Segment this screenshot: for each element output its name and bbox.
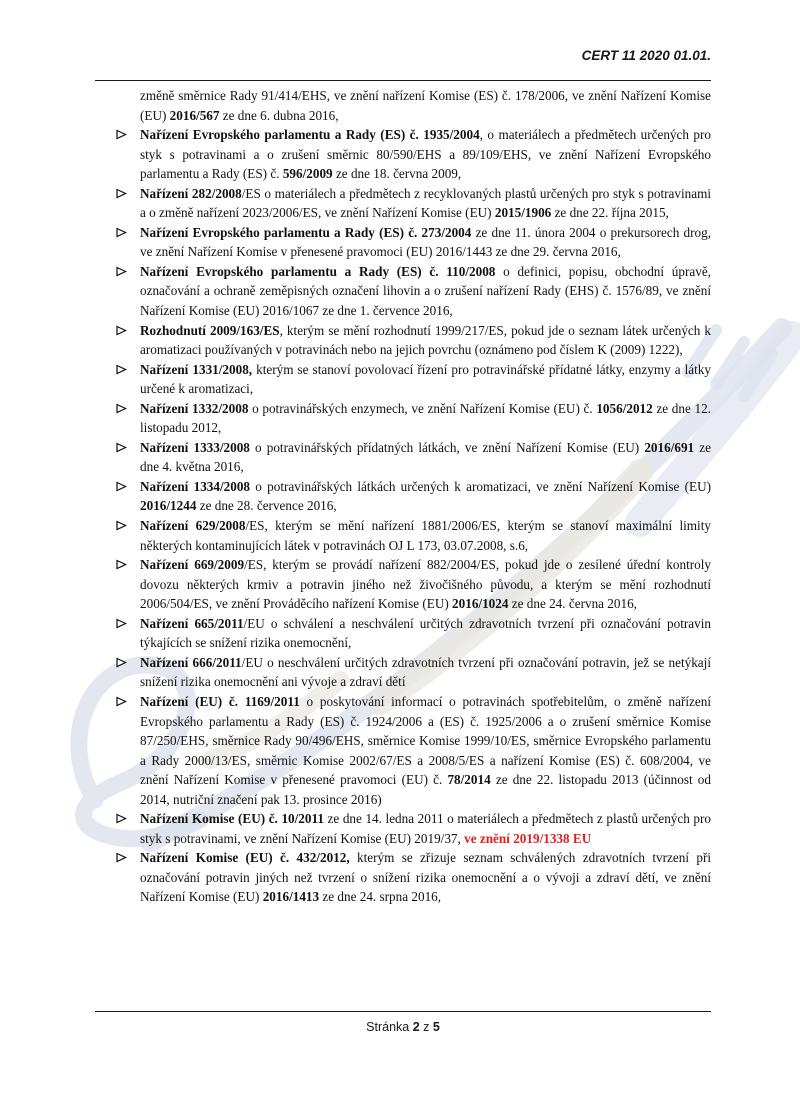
text-segment: 2016/691: [644, 439, 695, 455]
text-segment: Nařízení Komise (EU) č. 432/2012,: [140, 850, 350, 866]
text-segment: o potravinářských látkách určených k aromatizaci, ve znění Nařízení Komise (EU): [250, 478, 711, 494]
list-item: [95, 653, 711, 692]
text-segment: Rozhodnutí 2009/163/ES: [140, 322, 280, 338]
list-item-text: [140, 694, 711, 807]
list-item: [95, 692, 711, 809]
arrowhead-right-icon: [116, 813, 127, 824]
text-segment: ze dne 24. srpna 2016,: [319, 889, 442, 905]
list-item: [95, 223, 711, 262]
text-segment: , kterým se mění rozhodnutí 1999/217/ES, pokud jde o seznam látek určených k aromatizaci používaných v potravinách nebo na jejich povrchu (oznámeno pod číslem K (2009) 1222),: [140, 322, 712, 358]
arrowhead-right-icon: [116, 266, 127, 277]
list-item: [95, 438, 711, 477]
text-segment: , o materiálech a předmětech určených pro styk s potravinami a o zrušení směrnic 80/590/EHS a 89/109/EHS, ve znění Nařízení Evropského parlamentu a Rady (ES) č.: [140, 127, 711, 182]
text-segment: Nařízení Komise (EU) č. 10/2011: [140, 811, 324, 827]
list-item-text: [140, 557, 711, 611]
footer-rule: [95, 1011, 711, 1012]
text-segment: Nařízení (EU) č. 1169/2011: [140, 693, 300, 709]
red-amendment-text: ve znění 2019/1338 EU: [464, 830, 592, 846]
text-segment: Stránka: [366, 1020, 413, 1034]
text-segment: změně směrnice Rady 91/414/EHS, ve znění nařízení Komise (ES) č. 178/2006, ve znění Nařízení Komise (EU): [140, 88, 711, 123]
text-segment: 596/2009: [282, 166, 333, 182]
list-item: [95, 555, 711, 614]
list-item: [95, 399, 711, 438]
text-segment: o potravinářských enzymech, ve znění Nařízení Komise (EU) č.: [248, 400, 597, 416]
page-number: [95, 1020, 711, 1034]
arrowhead-right-icon: [116, 227, 127, 238]
arrowhead-right-icon: [116, 481, 127, 492]
text-segment: ze dne 4. května 2016,: [140, 439, 711, 475]
text-segment: /EU o schválení a neschválení určitých zdravotních tvrzení při označování potravin týkajících se snížení rizika onemocnění,: [140, 615, 712, 651]
list-item-text: [140, 479, 711, 514]
text-segment: 1056/2012: [596, 400, 653, 416]
list-item-text: [140, 440, 711, 475]
header-reference: CERT 11 2020 01.01.: [581, 48, 711, 63]
text-segment: ze dne 12. listopadu 2012,: [140, 400, 711, 436]
list-item-text: [140, 264, 711, 318]
text-segment: o poskytování informací o potravinách spotřebitelům, o změně nařízení Evropského parlamentu a Rady (ES) č. 1924/2006 a (ES) č. 1925/2006 a o zrušení směrnice Komise 87/250/EHS, směrnice Rady 90/496/EHS, směrnice Komise 1999/10/ES, směrnice Evropského parlamentu a Rady 2000/13/ES, směrnic Komise 2002/67/ES a 2008/5/ES a nařízení Komise (ES) č. 608/2004, ve znění Nařízení Komise v přenesené pravomoci (EU) č.: [140, 693, 711, 788]
list-item: [95, 477, 711, 516]
text-segment: ze dne 18. června 2009,: [332, 166, 462, 182]
text-segment: 2016/1413: [262, 889, 320, 905]
list-item: [95, 125, 711, 184]
text-segment: /ES, kterým se provádí nařízení 882/2004/ES, pokud jde o zesílené úřední kontroly dovozu některých krmiv a potravin jiného než živočišného původu, a kterým se mění rozhodnutí 2006/504/ES, ve znění Prováděcího nařízení Komise (EU): [140, 557, 711, 612]
list-item: [95, 360, 711, 399]
list-item: [95, 516, 711, 555]
list-item-text: [140, 518, 711, 553]
text-segment: ze dne 22. října 2015,: [551, 205, 669, 221]
text-segment: ze dne 22. listopadu 2013 (účinnost od 2014, nutriční značení pak 13. prosince 2016): [140, 772, 711, 807]
text-segment: 5: [432, 1020, 440, 1034]
text-segment: Nařízení Evropského parlamentu a Rady (ES) č. 1935/2004: [140, 127, 480, 143]
list-item: [95, 614, 711, 653]
arrowhead-right-icon: [116, 364, 127, 375]
text-segment: kterým se stanoví povolovací řízení pro potravinářské přídatné látky, enzymy a látky určené k aromatizaci,: [140, 361, 711, 397]
text-segment: z: [419, 1020, 433, 1034]
text-segment: o potravinářských přídatných látkách, ve znění Nařízení Komise (EU): [249, 439, 645, 455]
list-item-text: [140, 850, 711, 904]
list-item-text: [140, 811, 711, 846]
text-segment: Nařízení 1333/2008: [140, 439, 250, 455]
header-rule: [95, 80, 711, 81]
text-segment: Nařízení 1332/2008: [140, 400, 249, 416]
arrowhead-right-icon: [116, 442, 127, 453]
text-segment: 2016/1024: [452, 596, 509, 612]
list-item-text: [140, 127, 711, 181]
list-item: [95, 848, 711, 907]
intro-paragraph: [95, 86, 711, 125]
list-item-text: [140, 616, 711, 651]
text-segment: /ES o materiálech a předmětech z recyklovaných plastů určených pro styk s potravinami a o změně nařízení 2023/2006/ES, ve znění Nařízení Komise (EU): [140, 185, 711, 221]
text-segment: Nařízení 629/2008: [140, 518, 246, 534]
list-item: [95, 321, 711, 360]
text-segment: ze dne 11. února 2004 o prekursorech drog, ve znění Nařízení Komise v přenesené pravomoci (EU) 2016/1443 ze dne 29. června 2016,: [140, 224, 711, 260]
text-segment: 78/2014: [447, 772, 491, 788]
list-item-text: [140, 323, 711, 358]
text-segment: Nařízení 669/2009: [140, 557, 245, 573]
text-segment: Nařízení 665/2011: [140, 615, 244, 631]
text-segment: 2016/567: [169, 107, 220, 123]
arrowhead-right-icon: [116, 559, 127, 570]
text-segment: Nařízení 1331/2008,: [140, 361, 253, 377]
text-segment: 2016/1244: [140, 498, 197, 514]
list-item-text: [140, 225, 711, 260]
text-segment: o definici, popisu, obchodní úpravě, označování a ochraně zeměpisných označení lihovin a o zrušení nařízení Rady (EHS) č. 1576/89, ve znění Nařízení Komise (EU) 2016/1067 ze dne 1. července 2016,: [140, 263, 711, 319]
text-segment: /EU o neschválení určitých zdravotních tvrzení při označování potravin, jež se netýkají snížení rizika onemocnění ani vývoje a zdraví dětí: [140, 654, 711, 690]
text-segment: Nařízení 282/2008: [140, 185, 242, 201]
arrowhead-right-icon: [116, 188, 127, 199]
text-segment: ze dne 6. dubna 2016,: [219, 107, 339, 123]
regulation-list: [95, 125, 711, 907]
text-segment: ze dne 24. června 2016,: [508, 596, 637, 612]
arrowhead-right-icon: [116, 696, 127, 707]
arrowhead-right-icon: [116, 852, 127, 863]
text-segment: 2015/1906: [494, 205, 552, 221]
list-item-text: [140, 401, 711, 436]
text-segment: ze dne 14. ledna 2011 o materiálech a předmětech z plastů určených pro styk s potravinami, ve znění Nařízení Komise (EU) 2019/37,: [140, 811, 711, 846]
list-item: [95, 809, 711, 848]
arrowhead-right-icon: [116, 657, 127, 668]
list-item-text: [140, 655, 711, 690]
arrowhead-right-icon: [116, 618, 127, 629]
list-item: [95, 184, 711, 223]
text-segment: Nařízení 666/2011: [140, 654, 242, 670]
arrowhead-right-icon: [116, 325, 127, 336]
text-segment: 2: [412, 1020, 420, 1034]
list-item-text: [140, 362, 711, 397]
list-item: [95, 262, 711, 321]
text-segment: ze dne 28. července 2016,: [196, 498, 337, 514]
list-item-text: [140, 186, 711, 221]
document-body: [95, 86, 711, 907]
text-segment: Nařízení Evropského parlamentu a Rady (ES) č. 273/2004: [140, 224, 472, 240]
text-segment: Nařízení Evropského parlamentu a Rady (ES) č. 110/2008: [140, 263, 496, 279]
arrowhead-right-icon: [116, 520, 127, 531]
text-segment: /ES, kterým se mění nařízení 1881/2006/ES, kterým se stanoví maximální limity některých kontaminujících látek v potravinách OJ L 173, 03.07.2008, s.6,: [140, 518, 711, 553]
arrowhead-right-icon: [116, 403, 127, 414]
arrowhead-right-icon: [116, 129, 127, 140]
text-segment: Nařízení 1334/2008: [140, 478, 251, 494]
text-segment: kterým se zřizuje seznam schválených zdravotních tvrzení při označování potravin jiných než tvrzení o snížení rizika onemocnění a o vývoji a zdraví dětí, ve znění Nařízení Komise (EU): [140, 850, 711, 905]
